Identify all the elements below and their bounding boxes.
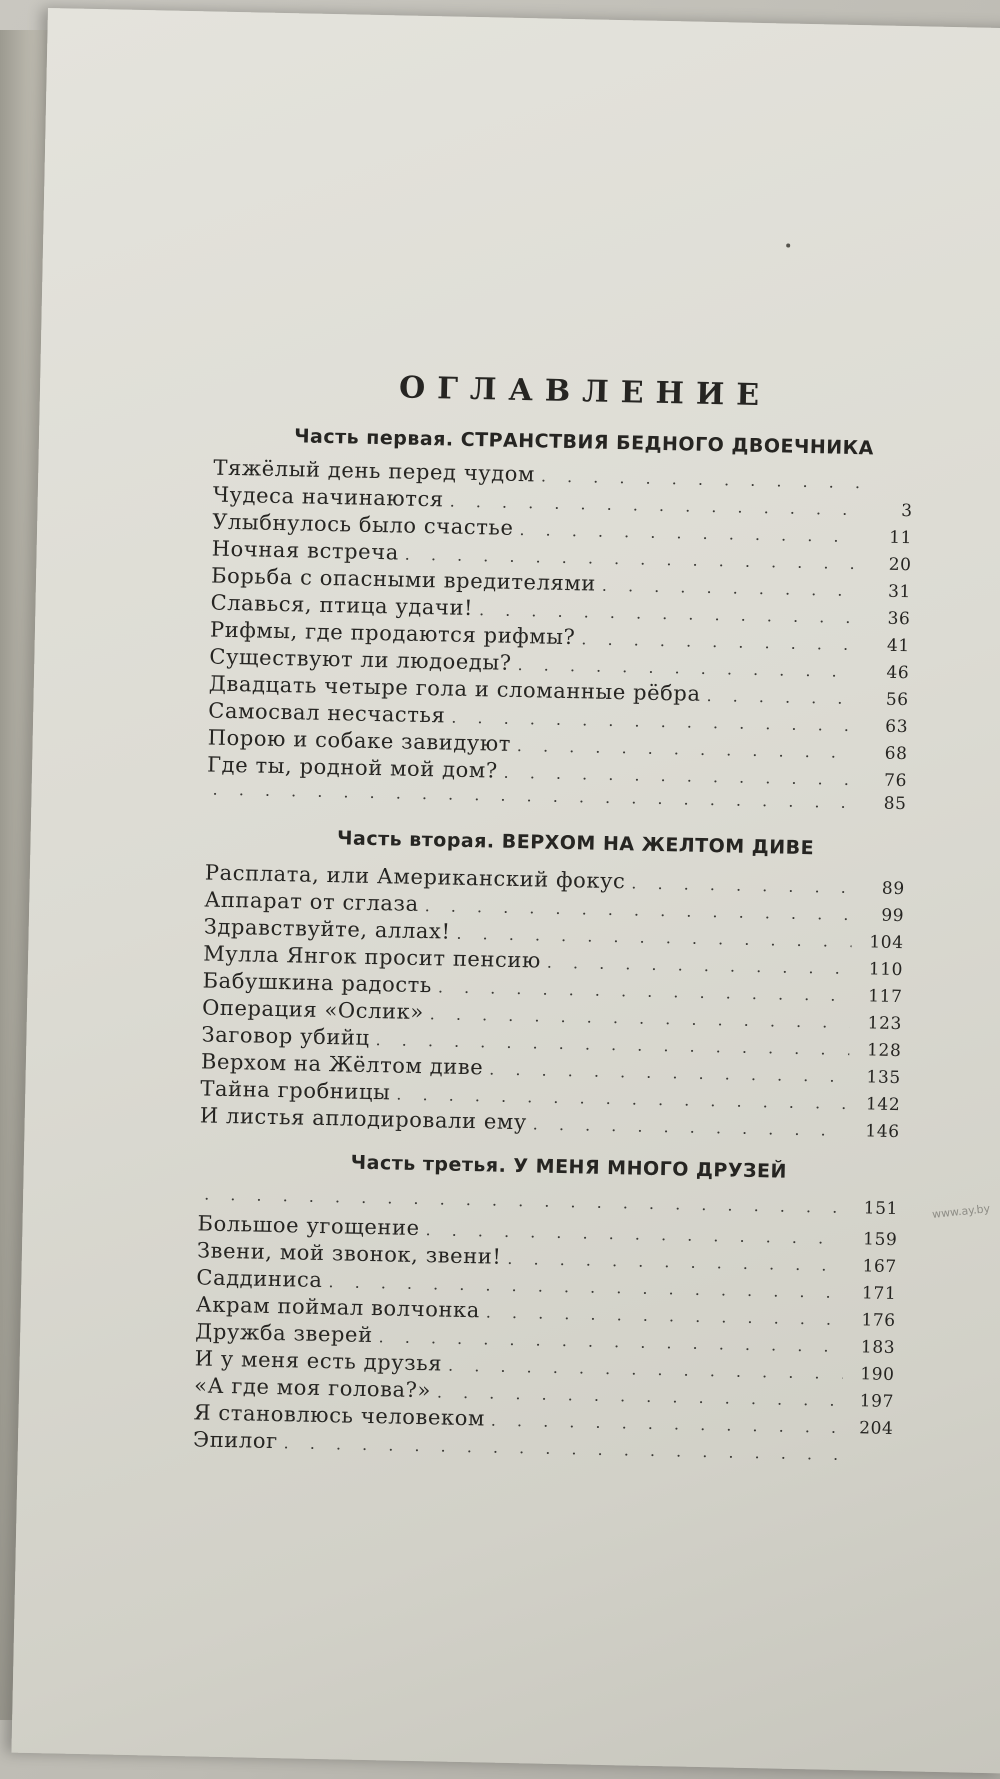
entry-title: Славься, птица удачи! xyxy=(210,590,474,621)
entry-title: Я становлюсь человеком xyxy=(193,1400,486,1431)
dot-leader xyxy=(547,953,852,978)
entry-title: Здравствуйте, аллах! xyxy=(203,914,451,944)
page-number xyxy=(867,488,913,489)
entry-title: Борьба с опасными вредителями xyxy=(210,563,597,596)
entry-title: Улыбнулось было счастье xyxy=(212,509,514,540)
page-number: 171 xyxy=(861,1283,897,1305)
dot-leader xyxy=(533,1114,848,1140)
page-number: 128 xyxy=(866,1040,902,1062)
watermark: www.ay.by xyxy=(931,1201,991,1222)
part-entries xyxy=(206,456,913,822)
page-number: 85 xyxy=(883,793,907,815)
page-number: 31 xyxy=(887,581,912,603)
entry-title: Мулла Янгок просит пенсию xyxy=(202,941,542,973)
entry-title: Порою и собаке завидуют xyxy=(207,725,512,756)
entry-title: Расплата, или Американский фокус xyxy=(204,860,626,894)
entry-title: Саддиниса xyxy=(196,1265,323,1293)
page-number: 104 xyxy=(869,932,904,954)
page-number: 190 xyxy=(860,1364,895,1386)
page-number: 176 xyxy=(861,1310,896,1332)
dot-leader xyxy=(581,629,858,654)
part-title: Часть третья. У МЕНЯ МНОГО ДРУЗЕЙ xyxy=(350,1151,788,1183)
entry-title: Эпилог xyxy=(192,1427,278,1454)
entry-title: Заговор убийц xyxy=(201,1022,370,1050)
page-number: 142 xyxy=(865,1094,901,1116)
dot-leader xyxy=(519,520,860,546)
entry-title: Существуют ли людоеды? xyxy=(209,644,512,675)
entry-title: Акрам поймал волчонка xyxy=(195,1292,481,1323)
page-number: 3 xyxy=(901,500,913,522)
page-number: 117 xyxy=(868,986,903,1008)
page-number: 11 xyxy=(889,527,913,549)
page-number: 68 xyxy=(884,743,908,765)
entry-title: Аппарат от сглаза xyxy=(204,887,419,916)
page-number: 20 xyxy=(888,554,912,576)
page-number: 183 xyxy=(860,1337,896,1359)
dot-leader xyxy=(517,655,857,681)
table-of-contents xyxy=(193,367,916,1469)
dot-leader xyxy=(517,736,856,762)
dot-leader xyxy=(491,1411,842,1437)
page-number: 204 xyxy=(858,1418,894,1440)
dot-leader xyxy=(706,686,857,708)
book-page xyxy=(11,8,1000,1773)
entry-title: Самосвал несчастья xyxy=(208,698,446,728)
entry-title: Звени, мой звонок, звени! xyxy=(196,1238,502,1269)
entry-title: Ночная встреча xyxy=(211,536,400,565)
dot-leader xyxy=(448,1356,843,1383)
page-number: 146 xyxy=(865,1121,900,1143)
page-number: 76 xyxy=(883,770,908,792)
dot-leader xyxy=(204,1185,846,1217)
dot-leader xyxy=(486,1302,844,1328)
entry-title: Дружба зверей xyxy=(195,1319,373,1348)
part-title: Часть вторая. ВЕРХОМ НА ЖЕЛТОМ ДИВЕ xyxy=(336,827,815,860)
page-number: 197 xyxy=(859,1391,895,1413)
entry-title: Двадцать четыре гола и сломанные рёбра xyxy=(208,671,701,706)
dot-leader xyxy=(631,873,853,897)
page-number: 135 xyxy=(866,1067,901,1089)
entry-title: Чудеса начинаются xyxy=(212,482,444,512)
page-number: 89 xyxy=(881,878,905,900)
part-entries xyxy=(193,1184,899,1469)
part-entries xyxy=(200,860,906,1145)
page-number: 151 xyxy=(863,1198,899,1220)
entry-title: Рифмы, где продаются рифмы? xyxy=(209,617,576,650)
dot-leader xyxy=(479,600,859,627)
page-number: 36 xyxy=(887,608,911,630)
entry-title: Бабушкина радость xyxy=(202,968,433,998)
page-number: 46 xyxy=(886,662,910,684)
page-number: 123 xyxy=(867,1013,903,1035)
entry-title: И у меня есть друзья xyxy=(194,1346,443,1376)
entry-title: Тяжёлый день перед чудом xyxy=(213,455,536,487)
entry-title: Операция «Ослик» xyxy=(201,995,425,1025)
page-number: 167 xyxy=(862,1256,898,1278)
entry-title: Где ты, родной мой дом? xyxy=(206,752,498,783)
entry-title: Верхом на Жёлтом диве xyxy=(200,1049,484,1080)
dot-leader xyxy=(541,466,862,492)
part-title: Часть первая. СТРАНСТВИЯ БЕДНОГО ДВОЕЧНИКА xyxy=(293,425,875,460)
page-number: 99 xyxy=(881,905,905,927)
page-number: 56 xyxy=(885,689,909,711)
dot-leader xyxy=(456,924,852,951)
page-number: 63 xyxy=(885,716,909,738)
dot-leader xyxy=(503,763,855,789)
page-number xyxy=(847,1460,893,1461)
entry-title: Большое угощение xyxy=(197,1211,420,1241)
entry-title: И листья аплодировали ему xyxy=(199,1103,528,1135)
page-number: 41 xyxy=(886,635,911,657)
entry-title: Тайна гробницы xyxy=(200,1076,391,1105)
dot-leader xyxy=(507,1249,845,1275)
paper-speck xyxy=(786,244,790,248)
dot-leader xyxy=(602,576,859,600)
dot-leader xyxy=(489,1059,849,1086)
entry-title: «А где моя голова?» xyxy=(193,1373,432,1403)
page-number: 159 xyxy=(862,1229,898,1251)
page-number: 110 xyxy=(868,959,904,981)
toc-title: ОГЛАВЛЕНИЕ xyxy=(398,370,772,414)
